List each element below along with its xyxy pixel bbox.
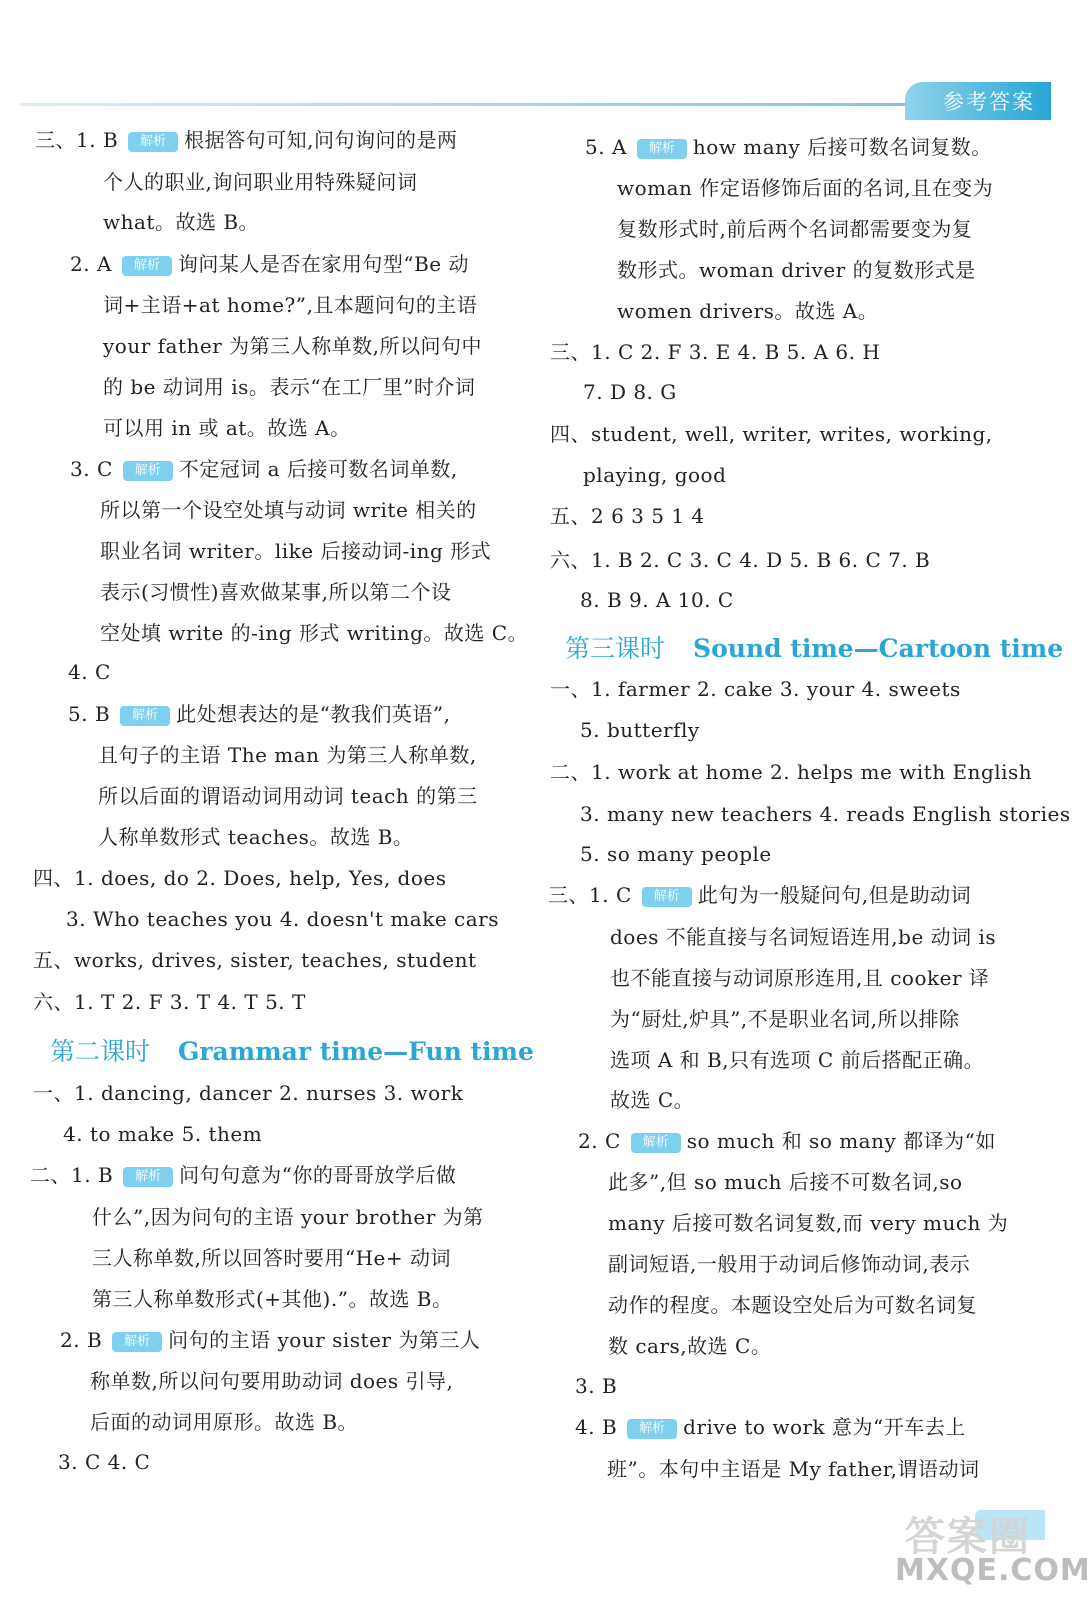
answer-text: playing, good [583,463,727,487]
right-line [610,1005,960,1033]
right-line [580,586,734,614]
right-line [583,461,726,489]
analysis-tag: 解析 [637,139,687,159]
analysis-tag: 解析 [123,1167,173,1187]
analysis-text: so much 和 so many 都译为“如 [686,1129,996,1153]
left-line [103,291,477,319]
answer-text: 五、works, drives, sister, teaches, student [33,948,477,972]
left-line [58,1448,150,1476]
right-line [550,675,961,703]
right-line [550,758,1032,786]
answer-text: many 后接可数名词复数,而 very much 为 [608,1211,1009,1235]
right-line [608,1291,977,1319]
right-line [617,256,976,284]
right-line [610,1086,694,1114]
answer-key-tab: 参考答案 [905,82,1051,120]
right-line [578,1127,996,1155]
right-line [610,964,989,992]
right-line [550,546,930,574]
answer-text: 5. butterfly [580,718,700,742]
analysis-tag: 解析 [642,887,692,907]
answer-text: 5. so many people [580,842,772,866]
answer-text: 六、1. T 2. F 3. T 4. T 5. T [33,990,306,1014]
right-line [610,923,996,951]
left-line [100,578,451,606]
left-line [103,168,417,196]
left-line [66,905,499,933]
right-line [550,502,705,530]
answer-text: 二、1. B [30,1163,114,1187]
left-line [70,455,458,483]
watermark-logo: 答案圈 MXQE.COM [895,1514,1091,1588]
analysis-text: 不定冠词 a 后接可数名词单数, [178,457,458,481]
right-line [608,1168,963,1196]
left-line [92,1285,453,1313]
answer-text: 四、1. does, do 2. Does, help, Yes, does [33,866,447,890]
right-line [575,1413,966,1441]
left-line [33,946,477,974]
answer-text: 副词短语,一般用于动词后修饰动词,表示 [608,1252,971,1276]
answer-text: 动作的程度。本题设空处后为可数名词复 [608,1293,977,1317]
right-line [580,840,772,868]
answer-text: what。故选 B。 [103,210,260,234]
analysis-tag: 解析 [120,706,170,726]
left-line [103,373,475,401]
answer-text: 数 cars,故选 C。 [608,1334,772,1358]
left-line [98,741,477,769]
answer-text: 四、student, well, writer, writes, working, [550,422,993,446]
answer-text: 2. B [60,1328,103,1352]
right-line [607,1455,980,1483]
left-line [100,619,528,647]
left-line [63,1120,262,1148]
analysis-tag: 解析 [123,461,173,481]
right-line [608,1209,1008,1237]
right-line [550,338,880,366]
answer-text: 3. many new teachers 4. reads English stories [580,802,1071,826]
answer-text: does 不能直接与名词短语连用,be 动词 is [610,925,997,949]
analysis-text: 问句的主语 your sister 为第三人 [168,1328,481,1352]
right-line [580,716,700,744]
answer-text: 4. C [68,660,111,684]
answer-text: 二、1. work at home 2. helps me with English [550,760,1033,784]
answer-text: 选项 A 和 B,只有选项 C 前后搭配正确。 [610,1048,985,1072]
answer-text: 职业名词 writer。like 后接动词-ing 形式 [100,539,492,563]
answer-text: 3. B [575,1374,618,1398]
analysis-text: 询问某人是否在家用句型“Be 动 [177,252,470,276]
analysis-tag: 解析 [122,256,172,276]
answer-text: 可以用 in 或 at。故选 A。 [103,416,351,440]
right-line [580,800,1071,828]
left-line [90,1408,358,1436]
answer-text: 后面的动词用原形。故选 B。 [90,1410,359,1434]
left-line [68,700,450,728]
answer-text: 六、1. B 2. C 3. C 4. D 5. B 6. C 7. B [550,548,931,572]
answer-text: 称单数,所以问句要用助动词 does 引导, [90,1369,454,1393]
left-line [103,332,482,360]
analysis-text: drive to work 意为“开车去上 [683,1415,966,1439]
answer-text: woman 作定语修饰后面的名词,且在变为 [617,176,994,200]
answer-text: 什么”,因为问句的主语 your brother 为第 [92,1205,484,1229]
right-line [550,420,993,448]
analysis-text: how many 后接可数名词复数。 [692,135,992,159]
right-line [608,1250,970,1278]
answer-text: 3. Who teaches you 4. doesn't make cars [66,907,499,931]
answer-text: 故选 C。 [610,1088,695,1112]
right-line [617,174,993,202]
answer-text: 表示(习惯性)喜欢做某事,所以第二个设 [100,580,452,604]
analysis-tag: 解析 [627,1419,677,1439]
analysis-tag: 解析 [631,1133,681,1153]
section-title-lesson-2: 第二课时 Grammar time—Fun time [50,1037,534,1066]
answer-text: 也不能直接与动词原形连用,且 cooker 译 [610,966,990,990]
left-line [98,782,478,810]
left-line [100,496,477,524]
answer-text: 班”。本句中主语是 My father,谓语动词 [607,1457,980,1481]
answer-text: 三、1. B [35,128,119,152]
right-line [548,881,971,909]
analysis-text: 根据答句可知,问句询问的是两 [184,128,458,152]
analysis-text: 问句句意为“你的哥哥放学后做 [179,1163,457,1187]
analysis-text: 此句为一般疑问句,但是助动词 [697,883,972,907]
answer-text: 所以后面的谓语动词用动词 teach 的第三 [98,784,478,808]
left-line [33,864,446,892]
right-line [608,1332,771,1360]
answer-text: 2. A [70,252,112,276]
answer-text: 所以第一个设空处填与动词 write 相关的 [100,498,477,522]
right-line [617,297,878,325]
answer-text: 词+主语+at home?”,且本题问句的主语 [103,293,478,317]
answer-text: 一、1. dancing, dancer 2. nurses 3. work [33,1081,464,1105]
left-line [68,658,111,686]
answer-text: 人称单数形式 teaches。故选 B。 [98,825,414,849]
answer-text: 空处填 write 的-ing 形式 writing。故选 C。 [100,621,529,645]
answer-text: 复数形式时,前后两个名词都需要变为复 [617,217,973,241]
left-line [90,1367,453,1395]
left-line [92,1244,451,1272]
answer-text: 7. D 8. G [583,380,677,404]
answer-text: 三、1. C 2. F 3. E 4. B 5. A 6. H [550,340,881,364]
left-line [103,414,351,442]
answer-text: 且句子的主语 The man 为第三人称单数, [98,743,477,767]
left-line [30,1161,456,1189]
section-title-lesson-3: 第三课时 Sound time—Cartoon time [565,634,1064,663]
analysis-tag: 解析 [128,132,178,152]
right-line [610,1046,984,1074]
right-line [585,133,992,161]
header-rule [20,103,910,106]
left-line [35,126,458,154]
answer-text: 数形式。woman driver 的复数形式是 [617,258,976,282]
left-line [98,823,413,851]
answer-text: 五、2 6 3 5 1 4 [550,504,705,528]
answer-text: 此多”,但 so much 后接不可数名词,so [608,1170,963,1194]
left-line [100,537,491,565]
left-line [70,250,469,278]
answer-text: 4. B [575,1415,618,1439]
answer-text: your father 为第三人称单数,所以问句中 [103,334,482,358]
answer-text: 3. C 4. C [58,1450,151,1474]
answer-text: 4. to make 5. them [63,1122,263,1146]
answer-text: 为“厨灶,炉具”,不是职业名词,所以排除 [610,1007,960,1031]
right-line [617,215,972,243]
answer-text: 8. B 9. A 10. C [580,588,734,612]
answer-text: 2. C [578,1129,621,1153]
right-line [583,378,677,406]
answer-text: 5. B [68,702,111,726]
right-line [575,1372,617,1400]
answer-text: 5. A [585,135,627,159]
analysis-tag: 解析 [112,1332,162,1352]
answer-text: 三人称单数,所以回答时要用“He+ 动词 [92,1246,451,1270]
answer-text: women drivers。故选 A。 [617,299,879,323]
analysis-text: 此处想表达的是“教我们英语”, [176,702,451,726]
answer-text: 第三人称单数形式(+其他).”。故选 B。 [92,1287,453,1311]
answer-text: 三、1. C [548,883,632,907]
left-line [103,208,259,236]
answer-text: 个人的职业,询问职业用特殊疑问词 [103,170,418,194]
left-line [92,1203,484,1231]
left-line [33,1079,463,1107]
left-line [33,988,306,1016]
answer-text: 一、1. farmer 2. cake 3. your 4. sweets [550,677,961,701]
left-line [60,1326,480,1354]
answer-text: 3. C [70,457,113,481]
answer-text: 的 be 动词用 is。表示“在工厂里”时介词 [103,375,476,399]
